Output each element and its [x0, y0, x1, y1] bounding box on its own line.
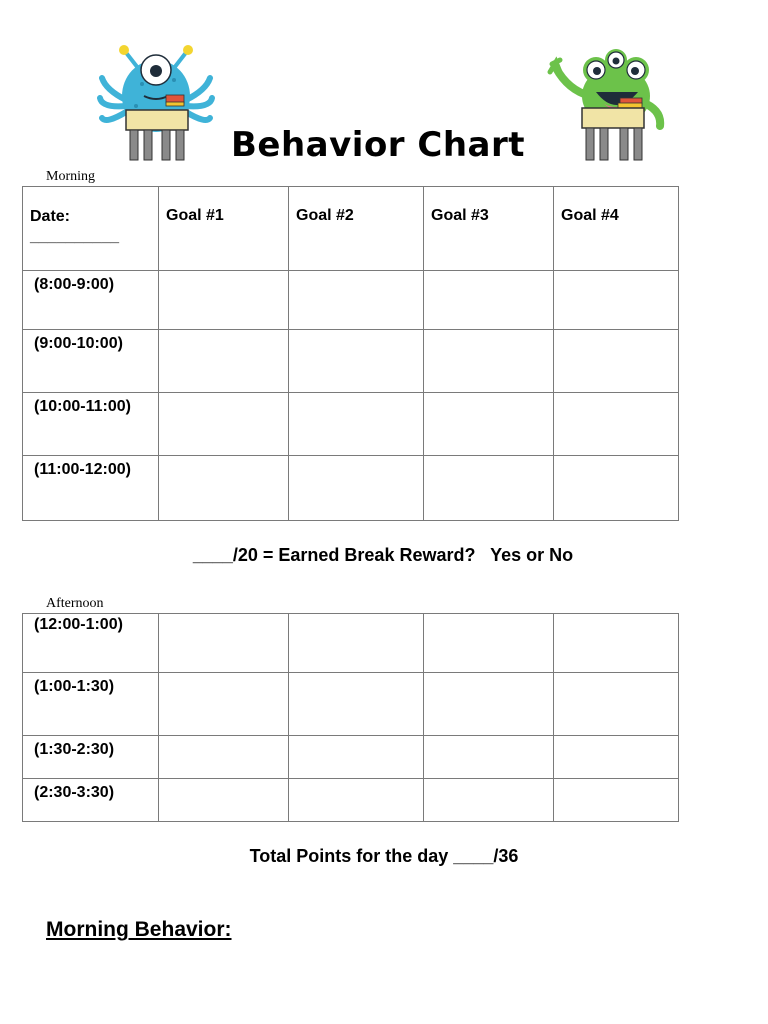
- time-slot-cell: [23, 736, 159, 779]
- time-slot-label: (11:00-12:00): [34, 461, 131, 478]
- goal-2-cell[interactable]: [289, 271, 424, 330]
- table-row: [23, 456, 679, 521]
- time-slot-label: (10:00-11:00): [34, 398, 131, 415]
- goal-3-cell[interactable]: [424, 456, 554, 521]
- time-slot-label: (1:00-1:30): [34, 678, 115, 695]
- table-row: [23, 271, 679, 330]
- goal-4-cell[interactable]: [554, 271, 679, 330]
- table-row: [23, 330, 679, 393]
- goal-1-cell[interactable]: [159, 779, 289, 822]
- time-slot-label: (2:30-3:30): [34, 784, 115, 801]
- total-points-line: Total Points for the day ____/36: [249, 846, 519, 866]
- morning-section-label: Morning: [46, 169, 95, 184]
- break-reward-line: ____/20 = Earned Break Reward? Yes or No: [192, 545, 574, 565]
- goal-4-cell[interactable]: [554, 779, 679, 822]
- table-row: [23, 736, 679, 779]
- morning-behavior-heading: Morning Behavior:: [46, 918, 232, 941]
- goal-1-cell[interactable]: [159, 736, 289, 779]
- table-row: [23, 779, 679, 822]
- goal-2-cell[interactable]: [289, 736, 424, 779]
- time-slot-cell: [23, 330, 159, 393]
- goal-1-cell[interactable]: [159, 614, 289, 673]
- goal-2-cell[interactable]: [289, 614, 424, 673]
- time-slot-cell: [23, 614, 159, 673]
- goal-2-header: Goal #2: [296, 207, 354, 224]
- goal-4-cell[interactable]: [554, 614, 679, 673]
- goal-3-cell[interactable]: [424, 271, 554, 330]
- time-slot-cell: [23, 673, 159, 736]
- goal-1-cell[interactable]: [159, 456, 289, 521]
- time-slot-cell: [23, 393, 159, 456]
- time-slot-label: (12:00-1:00): [34, 616, 123, 633]
- time-slot-cell: [23, 779, 159, 822]
- goal-2-cell[interactable]: [289, 779, 424, 822]
- goal-4-cell[interactable]: [554, 393, 679, 456]
- goal-3-cell[interactable]: [424, 330, 554, 393]
- time-slot-cell: [23, 271, 159, 330]
- afternoon-section-label: Afternoon: [46, 596, 104, 611]
- goal-4-cell[interactable]: [554, 330, 679, 393]
- goal-header-cell: [424, 187, 554, 271]
- goal-4-header: Goal #4: [561, 207, 619, 224]
- goal-1-header: Goal #1: [166, 207, 224, 224]
- afternoon-behavior-table: [22, 613, 679, 822]
- goal-1-cell[interactable]: [159, 330, 289, 393]
- page-title: Behavior Chart: [231, 125, 526, 165]
- goal-4-cell[interactable]: [554, 736, 679, 779]
- goal-header-cell: [289, 187, 424, 271]
- goal-1-cell[interactable]: [159, 271, 289, 330]
- goal-4-cell[interactable]: [554, 456, 679, 521]
- blue-monster-clipart-icon: [96, 40, 216, 162]
- goal-3-cell[interactable]: [424, 736, 554, 779]
- time-slot-cell: [23, 456, 159, 521]
- goal-1-cell[interactable]: [159, 673, 289, 736]
- goal-header-cell: [554, 187, 679, 271]
- goal-header-cell: [159, 187, 289, 271]
- time-slot-label: (9:00-10:00): [34, 335, 123, 352]
- goal-3-cell[interactable]: [424, 779, 554, 822]
- date-blank: __________: [30, 228, 119, 245]
- goal-2-cell[interactable]: [289, 673, 424, 736]
- morning-behavior-table: [22, 186, 679, 521]
- goal-2-cell[interactable]: [289, 330, 424, 393]
- goal-3-cell[interactable]: [424, 673, 554, 736]
- date-header-cell: [23, 187, 159, 271]
- date-label: Date:: [30, 208, 71, 225]
- time-slot-label: (8:00-9:00): [34, 276, 115, 293]
- table-row: [23, 393, 679, 456]
- goal-2-cell[interactable]: [289, 456, 424, 521]
- green-monster-clipart-icon: [546, 46, 670, 162]
- table-row: [23, 673, 679, 736]
- table-row: [23, 614, 679, 673]
- goal-4-cell[interactable]: [554, 673, 679, 736]
- goal-3-cell[interactable]: [424, 614, 554, 673]
- table-header-row: [23, 187, 679, 271]
- goal-1-cell[interactable]: [159, 393, 289, 456]
- goal-3-header: Goal #3: [431, 207, 489, 224]
- goal-2-cell[interactable]: [289, 393, 424, 456]
- goal-3-cell[interactable]: [424, 393, 554, 456]
- time-slot-label: (1:30-2:30): [34, 741, 115, 758]
